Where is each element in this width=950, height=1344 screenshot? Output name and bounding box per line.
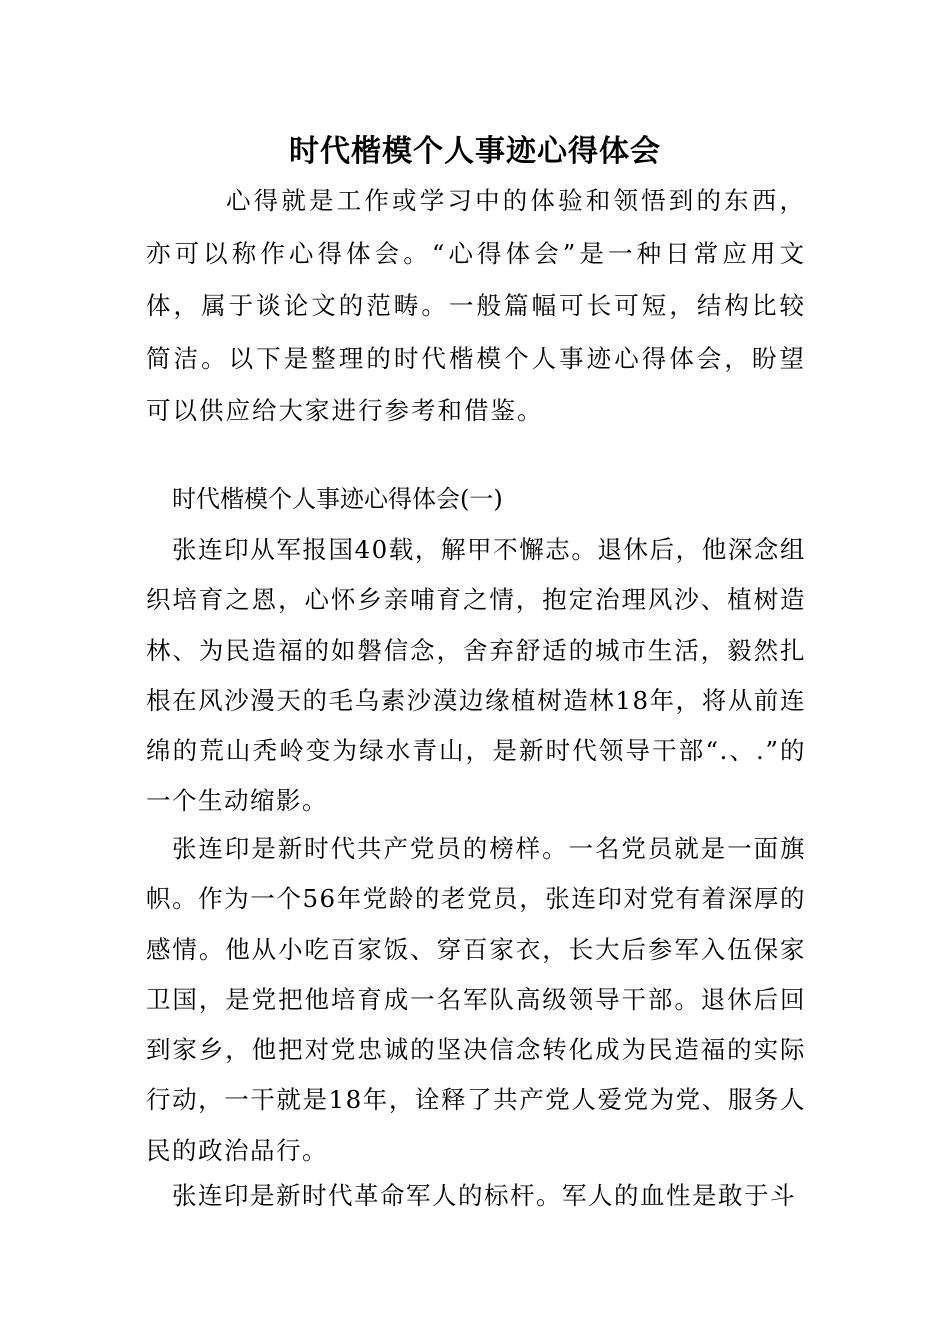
document-title: 时代楷模个人事迹心得体会: [289, 134, 661, 169]
body-paragraph-1: 张连印从军报国40载，解甲不懈志。退休后，他深念组织培育之恩，心怀乡亲哺育之情，抱定治理风沙、植树造林、为民造福的如磐信念，舍弃舒适的城市生活，毅然扎根在风沙漫天的毛乌素沙漠边缘植树造林18年，将从前连绵的荒山秃岭变为绿水青山，是新时代领导干部“.、.”的一个生动缩影。: [146, 535, 806, 816]
section-heading: 时代楷模个人事迹心得体会(一): [172, 485, 503, 513]
body-paragraph-2: 张连印是新时代共产党员的榜样。一名党员就是一面旗帜。作为一个56年党龄的老党员，张连印对党有着深厚的感情。他从小吃百家饭、穿百家衣，长大后参军入伍保家卫国，是党把他培育成一名军队高级领导干部。退休后回到家乡，他把对党忠诚的坚决信念转化成为民造福的实际行动，一干就是18年，诠释了共产党人爱党为党、服务人民的政治品行。: [146, 834, 806, 1165]
body-paragraph-3: 张连印是新时代革命军人的标杆。军人的血性是敢于斗: [172, 1181, 796, 1210]
intro-paragraph: 心得就是工作或学习中的体验和领悟到的东西，亦可以称作心得体会。“心得体会”是一种日常应用文体，属于谈论文的范畴。一般篇幅可长可短，结构比较简洁。以下是整理的时代楷模个人事迹心得体会，盼望可以供应给大家进行参考和借鉴。: [146, 186, 806, 425]
